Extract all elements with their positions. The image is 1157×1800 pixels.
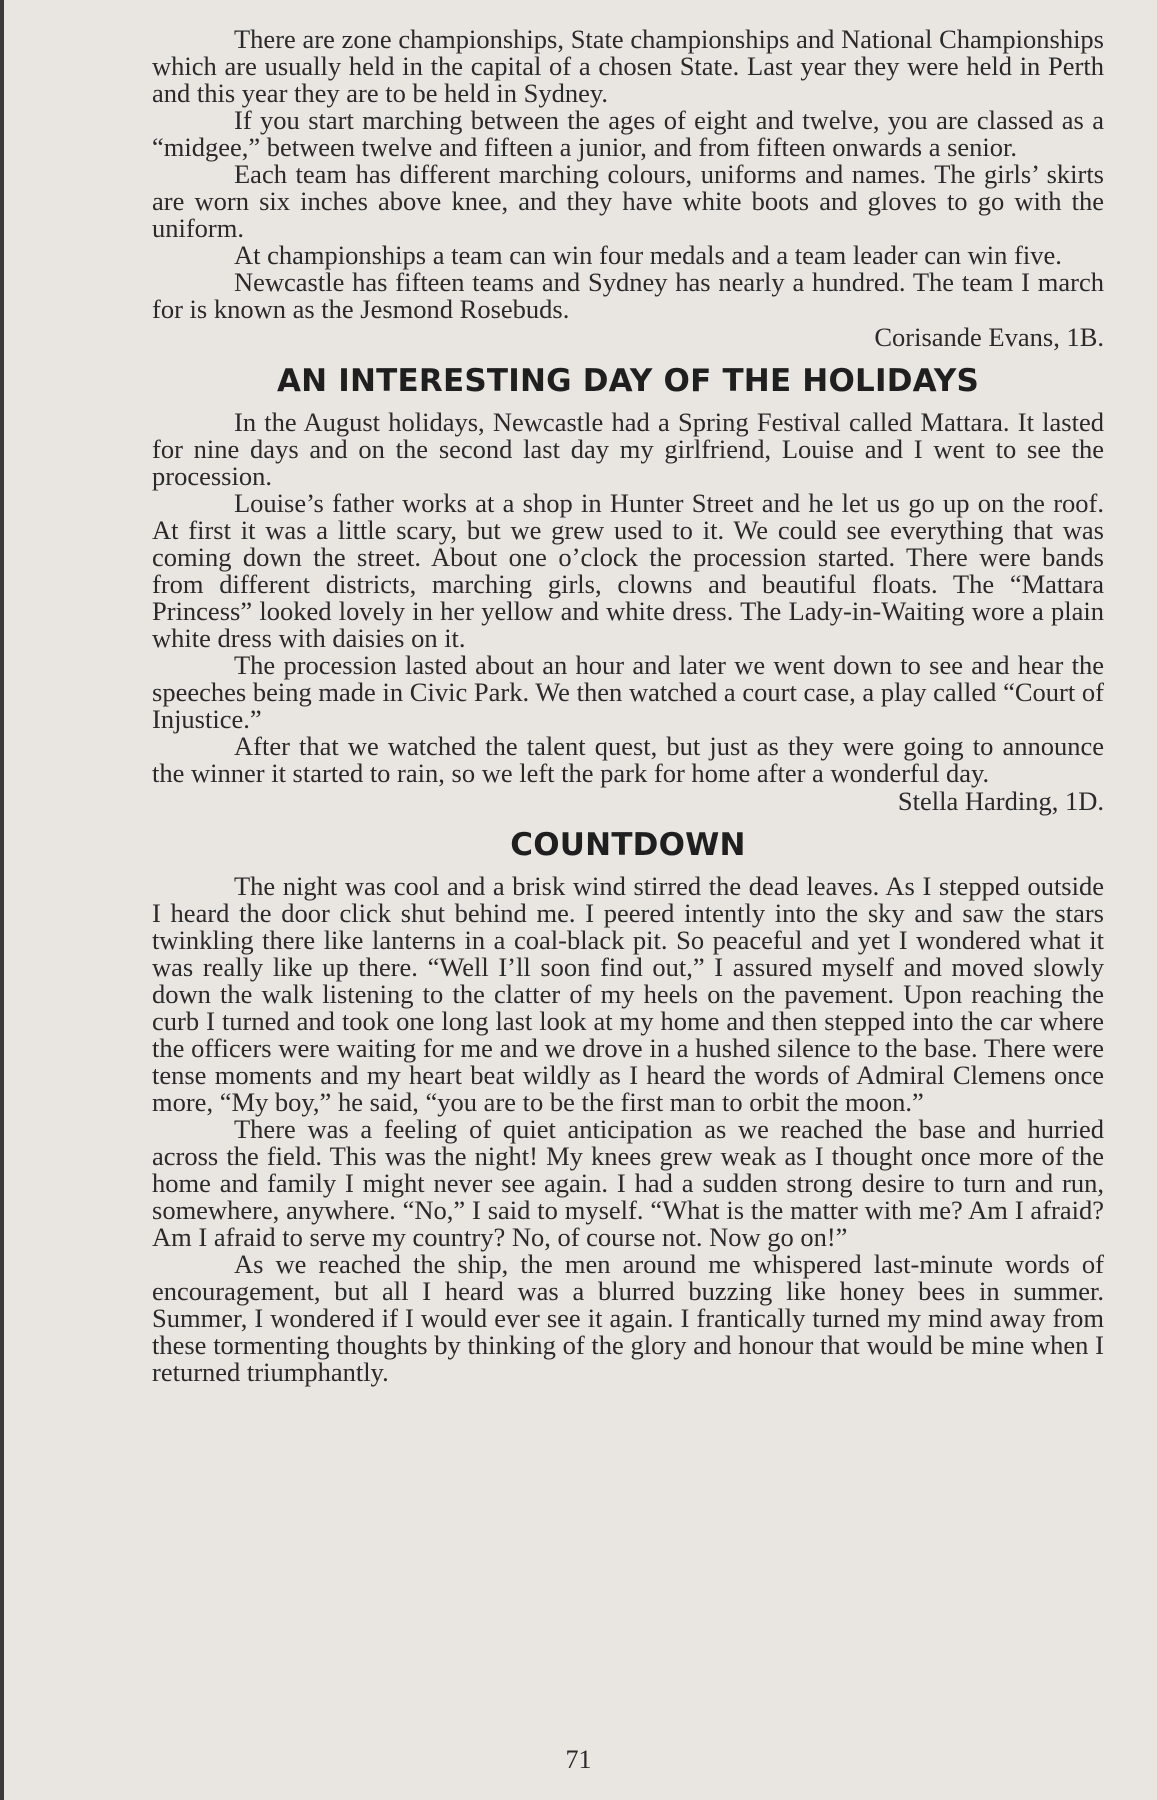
article-heading: AN INTERESTING DAY OF THE HOLIDAYS xyxy=(276,363,980,399)
section-interesting-day xyxy=(152,361,1104,815)
section-marching xyxy=(152,26,1104,351)
paragraph: Each team has different marching colours, uniforms and names. The girls’ skirts are worn six inches above knee, and they have white boots and gloves to go with the uniform. xyxy=(152,159,1104,243)
paragraph: Newcastle has fifteen teams and Sydney has nearly a hundred. The team I march for is known as the Jesmond Rosebuds. xyxy=(152,267,1104,324)
paragraph: In the August holidays, Newcastle had a Spring Festival called Mattara. It lasted for nine days and on the second last day my girlfriend, Louise and I went to see the procession. xyxy=(152,407,1104,491)
page-content xyxy=(152,26,1104,1386)
paragraph: If you start marching between the ages of eight and twelve, you are classed as a “midgee,” between twelve and fifteen a junior, and from fifteen onwards a senior. xyxy=(152,105,1104,162)
paragraph: The procession lasted about an hour and later we went down to see and hear the speeches being made in Civic Park. We then watched a court case, a play called “Court of Injustice.” xyxy=(152,650,1104,734)
paragraph: At championships a team can win four medals and a team leader can win five. xyxy=(234,240,1062,270)
author-signature: Corisande Evans, 1B. xyxy=(874,322,1104,352)
section-countdown xyxy=(152,825,1104,1386)
paragraph: After that we watched the talent quest, but just as they were going to announce the winner it started to rain, so we left the park for home after a wonderful day. xyxy=(152,731,1104,788)
page-number: 71 xyxy=(565,1745,592,1774)
paragraph: There are zone championships, State championships and National Championships which are usually held in the capital of a chosen State. Last year they were held in Perth and this year they are to be held in Sydney. xyxy=(152,24,1104,108)
paragraph: As we reached the ship, the men around me whispered last-minute words of encouragement, but all I heard was a blurred buzzing like honey bees in summer. Summer, I wondered if I would ever see it again. I frantically turned my mind away from these tormenting thoughts by thinking of the glory and honour that would be mine when I returned triumphantly. xyxy=(152,1249,1104,1387)
paragraph: There was a feeling of quiet anticipation as we reached the base and hurried across the field. This was the night! My knees grew weak as I thought once more of the home and family I might never see again. I had a sudden strong desire to turn and run, somewhere, anywhere. “No,” I said to myself. “What is the matter with me? Am I afraid? Am I afraid to serve my country? No, of course not. Now go on!” xyxy=(152,1114,1104,1252)
paragraph: The night was cool and a brisk wind stirred the dead leaves. As I stepped outside I heard the door click shut behind me. I peered intently into the sky and saw the stars twinkling there like lanterns in a coal-black pit. So peaceful and yet I wondered what it was really like up there. “Well I’ll soon find out,” I assured myself and moved slowly down the walk listening to the clatter of my heels on the pavement. Upon reaching the curb I turned and took one long last look at my home and then stepped into the car where the officers were waiting for me and we drove in a hushed silence to the base. There were tense moments and my heart beat wildly as I heard the words of Admiral Clemens once more, “My boy,” he said, “you are to be the first man to orbit the moon.” xyxy=(152,871,1104,1117)
article-heading: COUNTDOWN xyxy=(510,827,746,863)
author-signature: Stella Harding, 1D. xyxy=(897,786,1104,816)
binding-edge xyxy=(0,0,4,1800)
paragraph: Louise’s father works at a shop in Hunter Street and he let us go up on the roof. At first it was a little scary, but we grew used to it. We could see everything that was coming down the street. About one o’clock the procession started. There were bands from different districts, marching girls, clowns and beautiful floats. The “Mattara Princess” looked lovely in her yellow and white dress. The Lady-in-Waiting wore a plain white dress with daisies on it. xyxy=(152,488,1104,653)
